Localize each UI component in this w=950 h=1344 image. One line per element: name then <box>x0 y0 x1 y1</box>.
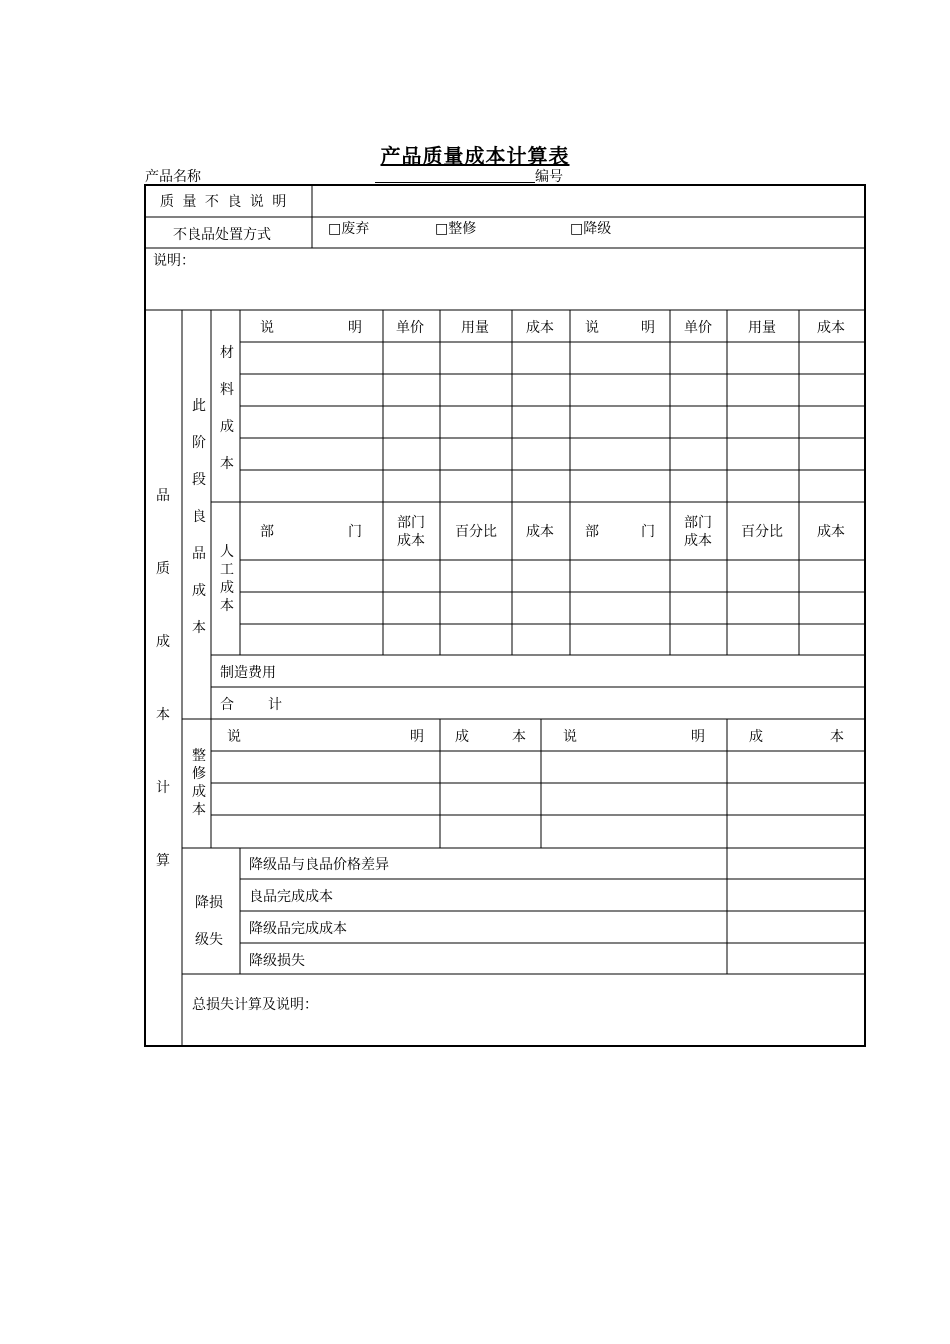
disposal-label: 不良品处置方式 <box>173 227 271 243</box>
labor-cost-vlabel: 人 工 成 本 <box>220 544 234 614</box>
rework-cost-header-b2: 本 <box>830 729 844 745</box>
material-desc-header-a: 说 <box>260 320 274 336</box>
material-usage-header2: 用量 <box>748 320 776 336</box>
defect-desc-label: 质 量 不 良 说 明 <box>160 194 289 210</box>
disposal-scrap-checkbox[interactable]: □废弃 <box>328 221 370 237</box>
material-cost-vlabel: 材 料 成 本 <box>220 345 234 472</box>
labor-dept-header-b: 门 <box>348 524 362 540</box>
number-label: 编号 <box>535 169 563 185</box>
labor-percent-header2: 百分比 <box>741 524 783 540</box>
product-name-label: 产品名称 <box>145 169 201 185</box>
material-unit-price-header2: 单价 <box>684 320 712 336</box>
labor-cost-header: 成本 <box>526 524 554 540</box>
labor-dept-header-b2: 门 <box>641 524 655 540</box>
downgrade-row-loss: 降级损失 <box>249 953 305 969</box>
labor-dept-header-a: 部 <box>260 524 274 540</box>
good-cost-vlabel: 此 阶 段 良 品 成 本 <box>192 398 206 636</box>
rework-cost-header-a2: 成 <box>749 729 763 745</box>
disposal-rework-checkbox[interactable]: □整修 <box>435 221 477 237</box>
remark-label: 说明： <box>153 253 195 269</box>
product-name-line <box>205 171 370 186</box>
material-usage-header: 用量 <box>461 320 489 336</box>
labor-dept-cost-header-b: 成本 <box>397 533 425 549</box>
total-label-a: 合 <box>220 697 234 713</box>
rework-desc-header-b: 明 <box>410 729 424 745</box>
product-name-field[interactable] <box>145 166 370 186</box>
quality-cost-vlabel: 品 质 成 本 计 算 <box>156 488 170 869</box>
disposal-downgrade-checkbox[interactable]: □降级 <box>570 221 612 237</box>
rework-cost-header-b: 本 <box>512 729 526 745</box>
labor-dept-cost-header-b2: 成本 <box>684 533 712 549</box>
material-cost-header: 成本 <box>526 320 554 336</box>
material-desc-header-b2: 明 <box>641 320 655 336</box>
downgrade-row-downgraded-cost: 降级品完成成本 <box>249 921 347 937</box>
page-title: 产品质量成本计算表 <box>380 144 570 168</box>
number-line <box>567 171 662 186</box>
downgrade-loss-label-a: 降损 <box>195 895 223 911</box>
defect-desc-input[interactable] <box>314 187 862 215</box>
overhead-label: 制造费用 <box>220 665 276 681</box>
material-desc-header-a2: 说 <box>585 320 599 336</box>
rework-cost-vlabel: 整 修 成 本 <box>192 748 206 818</box>
rework-desc-header-a: 说 <box>227 729 241 745</box>
rework-cost-header-a: 成 <box>455 729 469 745</box>
rework-desc-header-a2: 说 <box>563 729 577 745</box>
material-desc-header-b: 明 <box>348 320 362 336</box>
downgrade-row-price-diff: 降级品与良品价格差异 <box>249 857 389 873</box>
labor-dept-header-a2: 部 <box>585 524 599 540</box>
labor-dept-cost-header-a: 部门 <box>397 515 425 531</box>
material-unit-price-header: 单价 <box>396 320 424 336</box>
total-loss-label: 总损失计算及说明： <box>192 997 318 1013</box>
labor-cost-header2: 成本 <box>817 524 845 540</box>
material-cost-header2: 成本 <box>817 320 845 336</box>
downgrade-loss-label-b: 级失 <box>195 932 223 948</box>
number-field[interactable] <box>535 166 662 186</box>
downgrade-row-good-cost: 良品完成成本 <box>249 889 333 905</box>
total-label-b: 计 <box>268 697 282 713</box>
rework-desc-header-b2: 明 <box>691 729 705 745</box>
title-underline-ext <box>375 182 535 183</box>
labor-dept-cost-header-a2: 部门 <box>684 515 712 531</box>
labor-percent-header: 百分比 <box>455 524 497 540</box>
